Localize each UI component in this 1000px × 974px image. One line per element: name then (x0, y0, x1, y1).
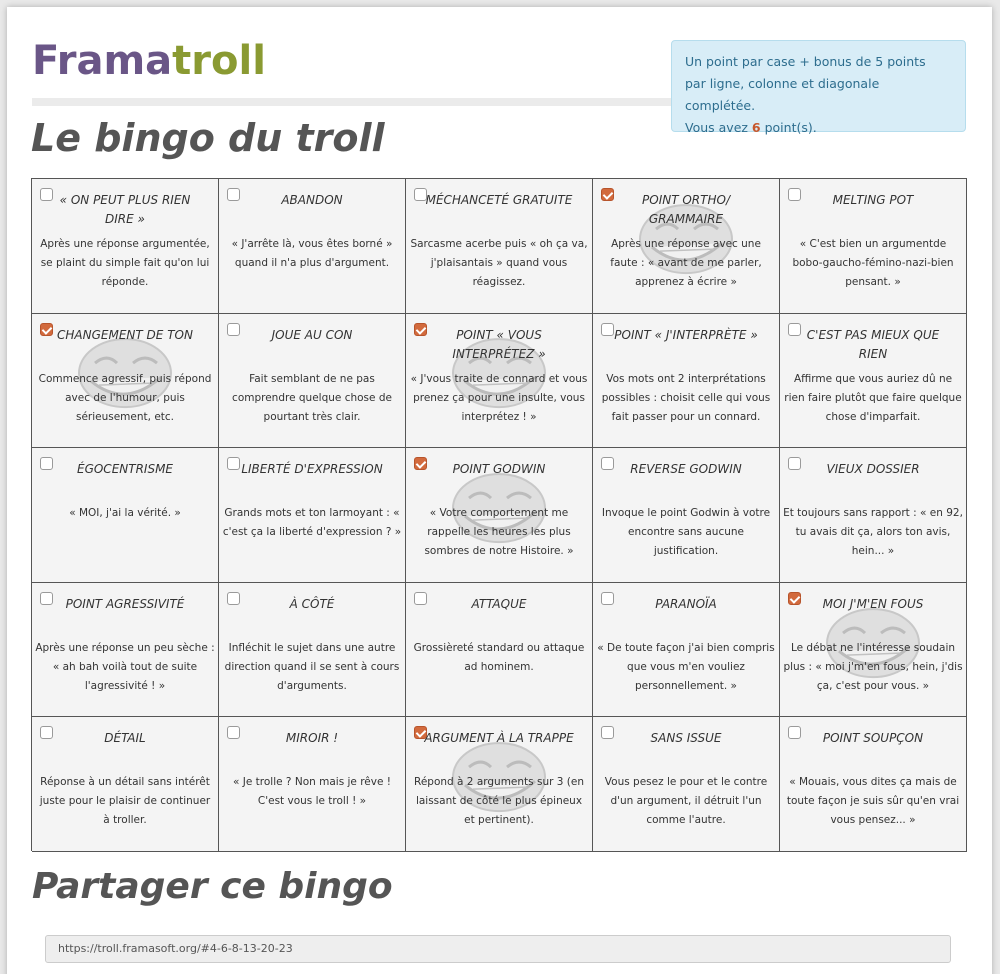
cell-title: MELTING POT (832, 193, 914, 207)
page-title: Le bingo du troll (31, 116, 385, 160)
header-divider (32, 98, 672, 106)
bingo-cell[interactable] (406, 583, 593, 718)
cell-description: Sarcasme acerbe puis « oh ça va, j'plaisantais » quand vous réagissez. (410, 238, 588, 288)
bingo-cell[interactable] (32, 717, 219, 852)
bingo-cell[interactable] (32, 448, 219, 583)
bingo-cell[interactable] (406, 179, 593, 314)
cell-title: POINT « J'INTERPRÈTE » (614, 327, 758, 342)
bingo-cell[interactable] (780, 717, 967, 852)
share-url-field[interactable]: https://troll.framasoft.org/#4-6-8-13-20-23 (45, 935, 951, 963)
cell-description: Affirme que vous auriez dû ne rien faire plutôt que faire quelque chose d'imparfait. (784, 372, 962, 423)
info-line-3 (685, 117, 953, 139)
cell-description: « J'arrête là, vous êtes borné » quand il n'a plus d'argument. (231, 238, 393, 269)
cell-description: Commence agressif, puis répond avec de l'humour, puis sérieusement, etc. (38, 372, 212, 423)
cell-description: Et toujours sans rapport : « en 92, tu avais dit ça, alors ton avis, hein... » (783, 507, 963, 558)
bingo-cell[interactable] (406, 448, 593, 583)
bingo-cell[interactable] (593, 448, 780, 583)
cell-title: REVERSE GODWIN (630, 462, 742, 477)
cell-title: ABANDON (281, 193, 343, 207)
bingo-cell[interactable] (32, 314, 219, 449)
score-points: 6 (751, 120, 761, 135)
cell-description: Vous pesez le pour et le contre d'un argument, il détruit l'un comme l'autre. (604, 776, 768, 827)
cell-description: Après une réponse argumentée, se plaint du simple fait qu'on lui réponde. (40, 238, 210, 288)
bingo-cell[interactable] (406, 314, 593, 449)
cell-title: SANS ISSUE (650, 731, 722, 746)
page (7, 7, 992, 974)
bingo-cell[interactable] (406, 717, 593, 852)
cell-title: « ON PEUT PLUS RIEN DIRE » (59, 193, 191, 226)
score-info-box (671, 40, 966, 135)
cell-title: DÉTAIL (104, 731, 146, 746)
logo-part-frama: Frama (32, 38, 173, 84)
cell-description: « Votre comportement me rappelle les heures les plus sombres de notre Histoire. » (424, 507, 574, 558)
bingo-cell[interactable] (219, 583, 406, 718)
cell-title: VIEUX DOSSIER (826, 462, 920, 477)
cell-description: « Je trolle ? Non mais je rêve ! C'est vous le troll ! » (233, 776, 391, 808)
bingo-cell[interactable] (219, 179, 406, 314)
bingo-cell[interactable] (32, 179, 219, 314)
bingo-cell[interactable] (32, 583, 219, 718)
info-line-1: Un point par case + bonus de 5 points (685, 54, 926, 69)
cell-title: LIBERTÉ D'EXPRESSION (241, 462, 383, 477)
cell-description: « J'vous traite de connard et vous prenez ça pour une insulte, vous interprétez ! » (410, 372, 588, 423)
cell-title: ÉGOCENTRISME (76, 462, 174, 477)
bingo-cell[interactable] (219, 717, 406, 852)
cell-description: Après une réponse avec une faute : « avant de me parler, apprenez à écrire » (610, 238, 762, 288)
cell-description: Infléchit le sujet dans une autre direction quand il se sent à cours d'arguments. (224, 641, 400, 692)
cell-description: « MOI, j'ai la vérité. » (69, 507, 181, 520)
cell-title: POINT SOUPÇON (822, 731, 924, 746)
cell-title: JOUE AU CON (271, 327, 353, 342)
bingo-cell[interactable] (593, 314, 780, 449)
cell-description: « Mouais, vous dites ça mais de toute façon je suis sûr qu'en vrai vous pensez... » (786, 776, 960, 827)
cell-title: POINT « VOUS INTERPRÉTEZ » (452, 327, 546, 361)
cell-description: Grands mots et ton larmoyant : « c'est ça la liberté d'expression ? » (222, 507, 402, 539)
cell-title: POINT GODWIN (452, 462, 546, 477)
info-line-2: par ligne, colonne et diagonale complétée. (685, 76, 880, 113)
logo-part-troll: troll (172, 38, 266, 84)
cell-description: Fait semblant de ne pas comprendre quelque chose de pourtant très clair. (232, 372, 392, 423)
cell-description: Vos mots ont 2 interprétations possibles : choisit celle qui vous fait passer pour un connard. (601, 372, 771, 423)
cell-title: MÉCHANCETÉ GRATUITE (425, 193, 573, 207)
bingo-cell[interactable] (219, 448, 406, 583)
cell-description: Grossièreté standard ou attaque ad hominem. (413, 641, 585, 673)
cell-description: Invoque le point Godwin à votre encontre sans aucune justification. (601, 507, 771, 558)
cell-title: POINT ORTHO/ GRAMMAIRE (642, 193, 730, 226)
cell-title: PARANOÏA (655, 596, 717, 611)
info-line-3-suffix: point(s). (760, 120, 817, 135)
cell-title: C'EST PAS MIEUX QUE RIEN (806, 327, 940, 361)
cell-title: MIROIR ! (285, 731, 339, 746)
info-line-3-prefix: Vous avez (685, 120, 752, 135)
bingo-cell[interactable] (219, 314, 406, 449)
bingo-cell[interactable] (780, 448, 967, 583)
bingo-cell[interactable] (593, 717, 780, 852)
cell-description: Répond à 2 arguments sur 3 (en laissant de côté le plus épineux et pertinent). (414, 776, 584, 827)
cell-title: POINT AGRESSIVITÉ (65, 596, 185, 611)
bingo-cell[interactable] (780, 314, 967, 449)
share-title: Partager ce bingo (32, 866, 393, 907)
cell-description: Le débat ne l'intéresse soudain plus : « moi j'm'en fous, hein, j'dis ça, c'est pour vous. » (783, 641, 963, 692)
cell-description: « C'est bien un argumentde bobo-gaucho-fémino-nazi-bien pensant. » (792, 238, 954, 288)
cell-title: À CÔTÉ (289, 596, 335, 611)
cell-title: MOI J'M'EN FOUS (822, 596, 924, 611)
cell-description: « De toute façon j'ai bien compris que vous m'en vouliez personnellement. » (597, 641, 775, 692)
bingo-cell[interactable] (593, 583, 780, 718)
bingo-cell[interactable] (780, 583, 967, 718)
cell-description: Après une réponse un peu sèche : « ah bah voilà tout de suite l'agressivité ! » (35, 641, 215, 692)
bingo-cell[interactable] (780, 179, 967, 314)
bingo-cell[interactable] (593, 179, 780, 314)
cell-title: ARGUMENT À LA TRAPPE (424, 731, 574, 746)
cell-title: CHANGEMENT DE TON (57, 327, 193, 342)
cell-title: ATTAQUE (471, 596, 527, 611)
framatroll-logo[interactable] (32, 38, 266, 84)
cell-description: Réponse à un détail sans intérêt juste pour le plaisir de continuer à troller. (39, 776, 211, 827)
bingo-grid (31, 178, 967, 851)
